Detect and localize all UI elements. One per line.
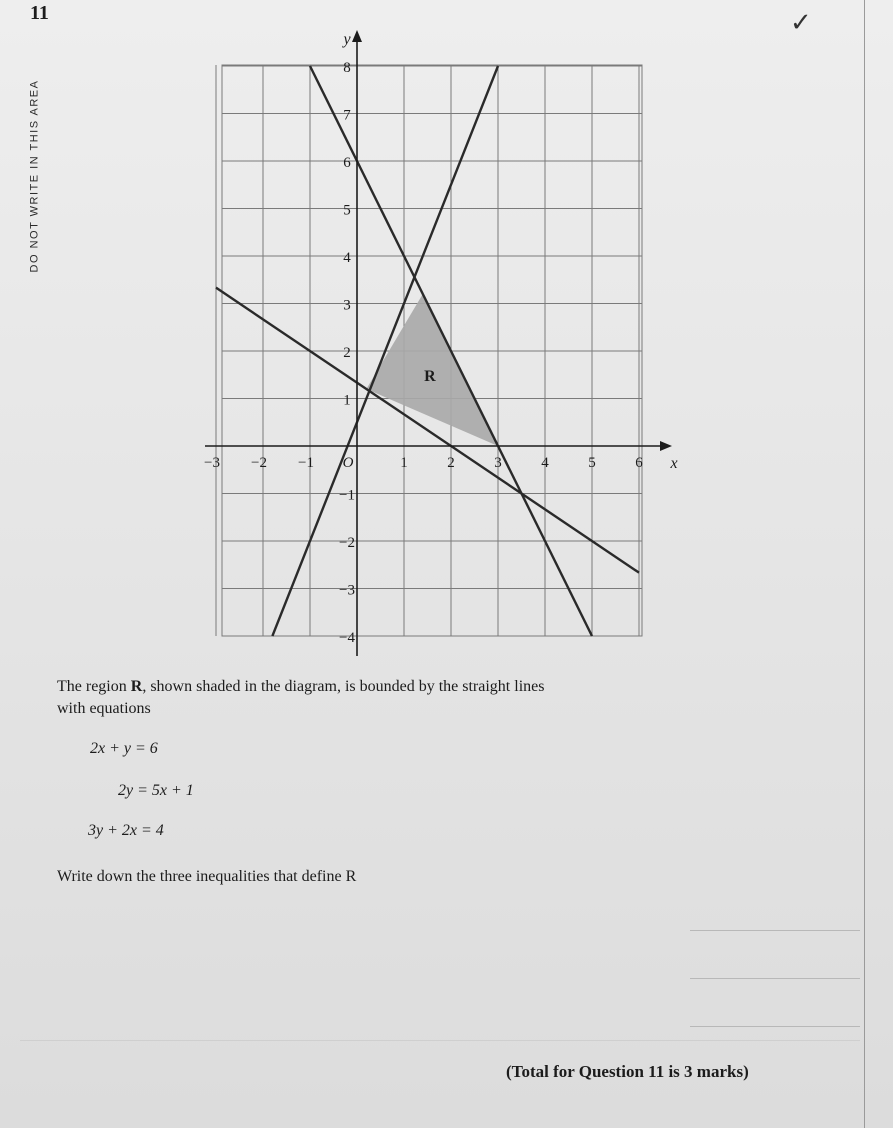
x-tick-label: 1 xyxy=(400,455,408,471)
y-tick-label: −2 xyxy=(339,535,355,551)
y-tick-label: 8 xyxy=(343,60,351,76)
answer-line[interactable] xyxy=(690,930,860,931)
x-tick-label: 6 xyxy=(635,455,643,471)
intro-line-1 xyxy=(57,676,544,698)
question-number: 11 xyxy=(30,2,49,24)
y-axis-label: y xyxy=(343,31,351,48)
y-tick-label: −3 xyxy=(339,582,355,599)
y-axis-arrow xyxy=(352,30,362,42)
x-tick-label: −2 xyxy=(251,455,267,471)
x-tick-label: −1 xyxy=(298,455,314,471)
equation-3: 3y + 2x = 4 xyxy=(88,822,164,839)
y-tick-label: −1 xyxy=(339,487,355,504)
x-tick-label: −3 xyxy=(204,455,220,471)
question-intro xyxy=(57,676,544,720)
x-tick-label: 5 xyxy=(588,455,596,471)
x-axis-label: x xyxy=(670,455,678,472)
equation-2: 2y = 5x + 1 xyxy=(118,782,194,799)
y-tick-label: −4 xyxy=(339,630,355,646)
region-label: R xyxy=(424,367,436,385)
x-tick-label: 3 xyxy=(494,455,502,471)
equation-1: 2x + y = 6 xyxy=(90,740,158,757)
region-label-text: R xyxy=(130,678,143,695)
y-tick-label: 5 xyxy=(343,202,351,219)
x-tick-label: 4 xyxy=(541,455,549,471)
answer-line[interactable] xyxy=(690,1026,860,1027)
section-divider xyxy=(20,1040,860,1041)
y-tick-label: 4 xyxy=(343,250,351,266)
y-tick-label: 6 xyxy=(343,155,351,171)
x-tick-label: 2 xyxy=(447,455,455,471)
y-tick-label: 1 xyxy=(343,392,351,409)
y-tick-label: 2 xyxy=(343,345,351,361)
y-tick-label: 7 xyxy=(343,107,351,124)
origin-label: O xyxy=(342,455,354,471)
instruction: Write down the three inequalities that define R xyxy=(57,868,357,885)
check-mark-icon: ✓ xyxy=(790,8,812,37)
intro-suffix: , shown shaded in the diagram, is bounded by the straight lines xyxy=(142,678,545,695)
y-tick-label: 3 xyxy=(343,297,351,314)
total-marks: (Total for Question 11 is 3 marks) xyxy=(506,1062,749,1081)
answer-line[interactable] xyxy=(690,978,860,979)
intro-prefix: The region xyxy=(57,678,131,695)
margin-note: DO NOT WRITE IN THIS AREA xyxy=(28,79,41,273)
x-axis-arrow xyxy=(660,441,672,451)
intro-line-2: with equations xyxy=(57,700,151,717)
